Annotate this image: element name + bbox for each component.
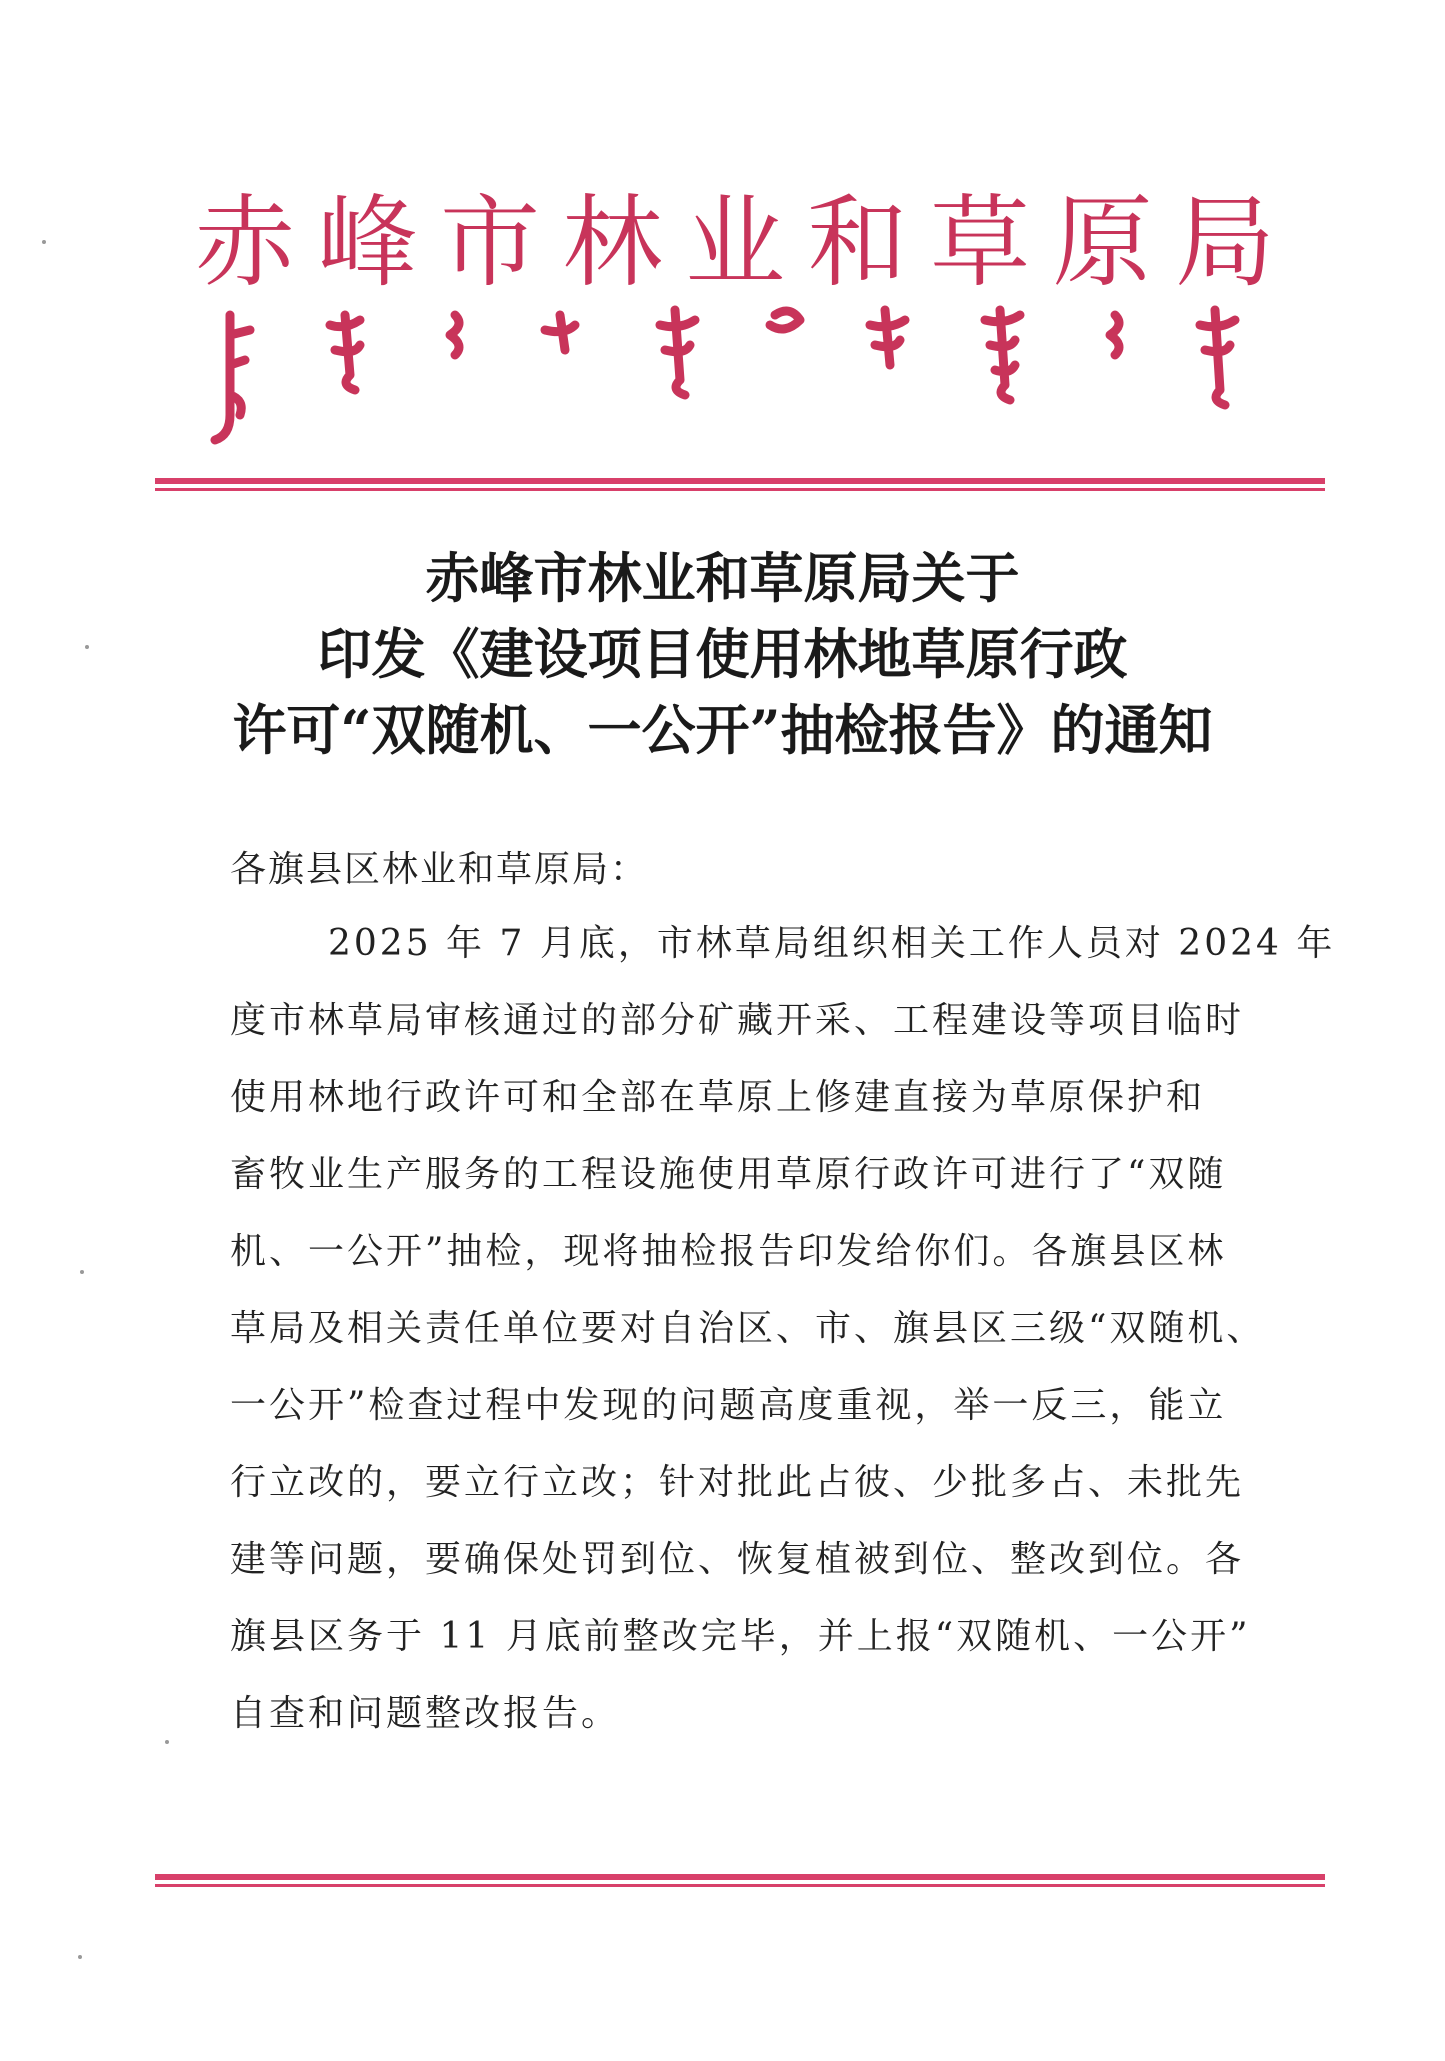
body-line: 行立改的，要立行立改；针对批此占彼、少批多占、未批先 <box>230 1462 1245 1503</box>
scan-speck <box>78 1955 82 1959</box>
header-divider <box>155 478 1325 492</box>
letterhead-char: 赤 <box>195 184 295 301</box>
letterhead-char: 林 <box>562 184 663 301</box>
body-paragraph <box>230 905 1336 1752</box>
scan-speck <box>42 240 46 244</box>
body-line: 使用林地行政许可和全部在草原上修建直接为草原保护和 <box>230 1077 1206 1118</box>
divider-thin-line <box>155 1884 1325 1887</box>
body-line: 旗县区务于 11 月底前整改完毕，并上报“双随机、一公开” <box>230 1616 1251 1657</box>
body-line: 一公开”检查过程中发现的问题高度重视，举一反三，能立 <box>230 1385 1227 1426</box>
body-line: 度市林草局审核通过的部分矿藏开采、工程建设等项目临时 <box>230 1000 1245 1041</box>
letterhead-chinese <box>195 178 1275 308</box>
salutation: 各旗县区林业和草原局： <box>230 849 649 890</box>
letterhead-char: 草 <box>930 184 1030 301</box>
scan-speck <box>85 645 89 649</box>
scan-speck <box>80 1270 84 1274</box>
letterhead-char: 市 <box>440 184 540 301</box>
body-line: 草局及相关责任单位要对自治区、市、旗县区三级“双随机、 <box>230 1308 1266 1349</box>
title-line: 印发《建设项目使用林地草原行政 <box>317 622 1128 686</box>
divider-thick-line <box>155 478 1325 484</box>
body-line: 2025 年 7 月底，市林草局组织相关工作人员对 2024 年 <box>328 923 1336 964</box>
letterhead-char: 局 <box>1175 184 1275 301</box>
letterhead-char: 峰 <box>317 184 418 301</box>
title-line: 赤峰市林业和草原局关于 <box>425 546 1020 610</box>
letterhead-char: 业 <box>685 184 785 301</box>
letterhead-char: 原 <box>1052 184 1153 301</box>
body-line: 畜牧业生产服务的工程设施使用草原行政许可进行了“双随 <box>230 1154 1227 1195</box>
document-title <box>150 540 1295 768</box>
letterhead-mongolian-script <box>210 305 1250 455</box>
letterhead-char: 和 <box>807 184 908 301</box>
divider-thick-line <box>155 1874 1325 1880</box>
body-line: 建等问题，要确保处罚到位、恢复植被到位、整改到位。各 <box>230 1539 1245 1580</box>
footer-divider <box>155 1874 1325 1888</box>
body-line: 机、一公开”抽检，现将抽检报告印发给你们。各旗县区林 <box>230 1231 1227 1272</box>
divider-thin-line <box>155 488 1325 491</box>
title-line: 许可“双随机、一公开”抽检报告》的通知 <box>232 698 1213 762</box>
scan-speck <box>165 1740 169 1744</box>
body-line: 自查和问题整改报告。 <box>230 1693 621 1734</box>
